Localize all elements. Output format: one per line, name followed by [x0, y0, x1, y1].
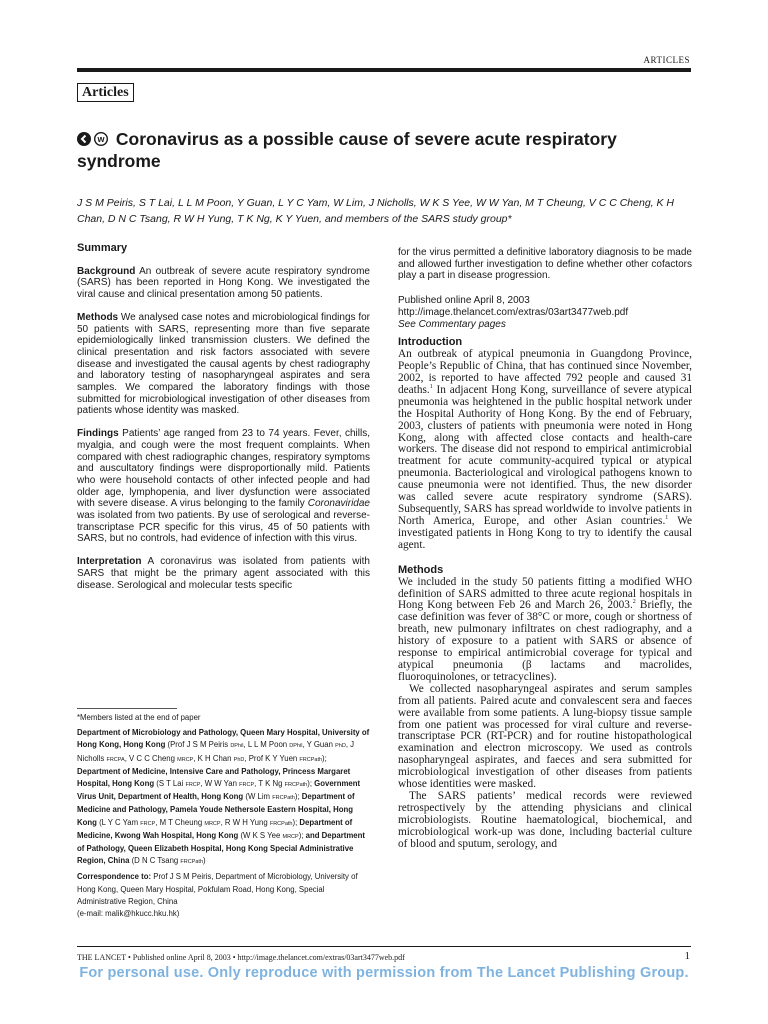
- permission-watermark: For personal use. Only reproduce with permission from The Lancet Publishing Group.: [79, 965, 689, 981]
- running-head: ARTICLES: [643, 55, 690, 65]
- methods-paragraph-3: The SARS patients’ medical records were reviewed retrospectively by the attending physicians and clinical microbiologists. Routine haematological, biochemical, and microbiological work-up was done, including bacterial culture of blood and sputum, serology, and: [398, 789, 692, 850]
- web-extra-icon: [94, 132, 108, 146]
- methods-heading: Methods: [398, 563, 444, 576]
- early-online-icon: [77, 132, 91, 146]
- summary-background: Background An outbreak of severe acute respiratory syndrome (SARS) has been reported in Hong Kong. We investigated the viral cause and clinical presentation among 50 patients.: [77, 265, 370, 301]
- introduction-paragraph: An outbreak of atypical pneumonia in Guangdong Province, People’s Republic of China, that has continued since November, 2002, is reported to have affected 792 people and caused 31 deaths.$^1$ In adjacent Hong Kong, surveillance of severe atypical pneumonia was heightened in the public hospital network under the Hospital Authority of Hong Kong. By the end of February, 2003, clusters of patients with pneumonia were noted in Hong Kong, along with affected close contacts and health-care workers. The disease did not respond to empirical antimicrobial treatment for acute community-acquired typical or atypical pneumonia. Bacteriological and virological pathogens known to cause pneumonia were not identified. Thus, the new disorder was called severe acute respiratory syndrome (SARS). Subsequently, SARS has spread worldwide to involve patients in North America, Europe, and other Asian countries.$^1$ We investigated patients in Hong Kong to try to identify the causal agent.: [398, 348, 692, 551]
- published-online: Published online April 8, 2003: [398, 295, 530, 307]
- article-title: [77, 128, 697, 172]
- summary-methods: Methods We analysed case notes and microbiological findings for 50 patients with SARS, representing more than five separate epidemiologically linked transmission clusters. We defined the clinical presentation and risk factors associated with severe disease and investigated the causal agents by chest radiography and laboratory testing of nasopharyngeal aspirates and sera samples. We compared the laboratory findings with those submitted for microbiological investigation of other diseases from patients whose identity was masked.: [77, 311, 370, 417]
- page-number: 1: [684, 950, 690, 962]
- methods-paragraph-2: We collected nasopharyngeal aspirates and serum samples from all patients. Paired acute and convalescent sera and faeces were available from some patients. A lung-biopsy tissue sample from one patient was processed for viral culture and reverse-transcriptase PCR (RT-PCR) and for routine histopathological examination and electron microscopy. We used as controls nasopharyngeal aspirates, and faeces and sera submitted for microbiological investigation of other diseases from patients whose identities were masked.: [398, 682, 692, 791]
- footer-rule: [77, 946, 691, 947]
- affiliations: [77, 712, 370, 920]
- affiliation-list: Department of Microbiology and Pathology, Queen Mary Hospital, University of Hong Kong, Hong Kong (Prof J S M Peiris DPhil, L L M Poon DPhil, Y Guan PhD, J Nicholls FRCPA, V C C Cheng MRCP, K H Chan PhD, Prof K Y Yuen FRCPath); Department of Medicine, Intensive Care and Pathology, Princess Margaret Hospital, Hong Kong (S T Lai FRCP, W W Yan FRCP, T K Ng FRCPath); Government Virus Unit, Department of Health, Hong Kong (W Lim FRCPath); Department of Medicine and Pathology, Pamela Youde Nethersole Eastern Hospital, Hong Kong (L Y C Yam FRCP, M T Cheung MRCP, R W H Yung FRCPath); Department of Medicine, Kwong Wah Hospital, Hong Kong (W K S Yee MRCP); and Department of Pathology, Queen Elizabeth Hospital, Hong Kong Special Administrative Region, China (D N C Tsang FRCPath): [77, 728, 370, 866]
- methods-paragraph-1: We included in the study 50 patients fitting a modified WHO definition of SARS admitted to three acute regional hospitals in Hong Kong between Feb 26 and March 26, 2003.$^2$ Briefly, the case definition was fever of 38°C or more, cough or shortness of breath, new pulmonary infiltrates on chest radiography, and a history of exposure to a patient with SARS or absence of response to empirical antimicrobial coverage for typical and atypical pneumonia (β lactams and macrolides, fluoroquinolones, or tetracyclines).: [398, 575, 692, 683]
- section-label: Articles: [77, 83, 134, 102]
- body-column: [398, 247, 692, 850]
- introduction-heading: Introduction: [398, 336, 463, 349]
- commentary-link[interactable]: See Commentary pages: [398, 318, 506, 330]
- summary-heading: Summary: [77, 242, 128, 254]
- author-list: J S M Peiris, S T Lai, L L M Poon, Y Guan, L Y C Yam, W Lim, J Nicholls, W K S Yee, W W Yan, M T Cheung, V C C Cheng, K H Chan, D N C Tsang, R W H Yung, T K Ng, K Y Yuen, and members of the SARS study group*: [77, 197, 674, 225]
- footnote-rule: [77, 708, 177, 709]
- svg-text:w: w: [97, 134, 105, 145]
- footer-citation: THE LANCET • Published online April 8, 2003 • http://image.thelancet.com/extras/03art3477web.pdf: [77, 953, 405, 962]
- summary-column: [77, 243, 370, 591]
- summary-interpretation: Interpretation A coronavirus was isolated from patients with SARS that might be the primary agent associated with this disease. Serological and molecular tests specific: [77, 556, 370, 591]
- correspondence-email[interactable]: (e-mail: malik@hkucc.hku.hk): [77, 909, 180, 919]
- summary-interpretation-continued: for the virus permitted a definitive laboratory diagnosis to be made and allowed further investigation to define whether other cofactors play a part in disease progression.: [398, 247, 692, 282]
- summary-findings: Findings Patients’ age ranged from 23 to 74 years. Fever, chills, myalgia, and cough were the most frequent complaints. When compared with chest radiographic changes, respiratory symptoms and auscultatory findings were disproportionally mild. Patients who were household contacts of other infected people and had older age, lymphopenia, and liver dysfunction were associated with severe disease. A virus belonging to the family Coronaviridae was isolated from two patients. By use of serological and reverse-transcriptase PCR specific for this virus, 45 of 50 patients with SARS, but no controls, had evidence of infection with this virus.: [77, 428, 371, 545]
- correspondence: Correspondence to: Prof J S M Peiris, Department of Microbiology, University of Hong Kong, Queen Mary Hospital, Pokfulam Road, Hong Kong, Special Administrative Region, China: [77, 872, 358, 906]
- members-note: *Members listed at the end of paper: [77, 713, 201, 722]
- article-title-text: Coronavirus as a possible cause of severe acute respiratory syndrome: [77, 129, 617, 171]
- top-rule: [77, 68, 691, 72]
- article-url[interactable]: http://image.thelancet.com/extras/03art3477web.pdf: [398, 306, 629, 318]
